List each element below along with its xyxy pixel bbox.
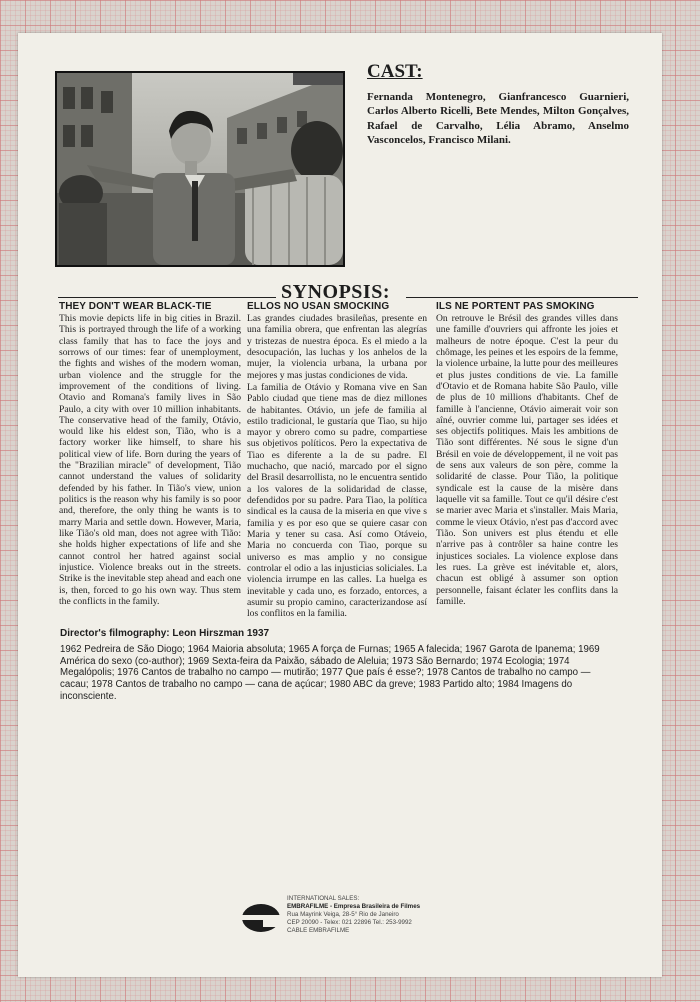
embrafilme-logo-icon (237, 898, 285, 936)
cast-heading: CAST: (367, 61, 423, 82)
synopsis-spanish-paragraph: Las grandes ciudades brasileñas, presente en una familia obrera, que enfrentan las alegrías y tristezas de nuestra época. Es el miedo a la desocupación, las luchas y los anhelos de la mujer, la violencia urbana, la urbana por mejores y mas justas condiciones de vida. (247, 313, 427, 381)
synopsis-english-column (59, 301, 241, 607)
filmography-list: 1962 Pedreira de São Diogo; 1964 Maioria absoluta; 1965 A força de Furnas; 1965 A falecida; 1967 Garota de Ipanema; 1969 América do sexo (co-author); 1969 Sexta-feira da Paixão, sábado de Aleluia; 1973 São Bernardo; 1974 Ecologia; 1974 Megalópolis; 1976 Cantos de trabalho no campo — mutirão; 1977 Que país é esse?; 1978 Cantos de trabalho no campo — cacau; 1978 Cantos de trabalho no campo — cana de açúcar; 1980 ABC da greve; 1983 Partido alto; 1984 Imagens do inconsciente. (60, 644, 600, 702)
synopsis-french-column (436, 301, 618, 607)
company-phone: CEP 20090 - Telex: 021 22896 Tel.: 253-9992 (287, 919, 412, 927)
filmography-section (60, 628, 620, 702)
sales-footer (237, 895, 537, 945)
synopsis-spanish-heading: ELLOS NO USAN SMOCKING (247, 301, 390, 312)
flyer-sheet (18, 33, 662, 977)
synopsis-english-heading: THEY DON'T WEAR BLACK-TIE (59, 301, 212, 312)
synopsis-french-paragraph: On retrouve le Brésil des grandes villes dans une famille d'ouvriers qui affronte les joies et malheurs de notre époque. C'est la peur du chômage, les peines et les espoirs de la femme, la violence urbaine, la lutte pour des meilleures et plus justes conditions de vie. La famille d'Otavio et de Romana habite São Paulo, ville de plus de 10 millions d'habitants. Chef de famille à l'ancienne, Otávio aimerait voir son aîné, ouvrier comme lui, partager ses idées et ses objectifs politiques. Mais les ambitions de Tião sont différentes. Né sous le signe d'un Brésil en voie de développement, il ne voit pas de sens aux valeurs de son père, comme la solidarité de classe. Pour Tião, la politique syndicale est la cause de la misère dans laquelle vit sa famille. Tout ce qu'il désire c'est se marier avec Maria et s'installer. Mais Maria, comme le vieux Otávio, n'est pas d'accord avec Tião. Son univers est plus étendu et elle n'arrive pas à contrôler sa haine contre les injustices sociales. La violence explose dans les rues. La grève est inévitable et, alors, chacun est obligé à assumer son option personnelle, faisant éclater les conflits dans la famille. (436, 313, 618, 607)
company-name: EMBRAFILME - Empresa Brasileira de Filmes (287, 903, 421, 911)
sales-contact (287, 895, 420, 935)
synopsis-spanish-paragraph: La familia de Otávio y Romana vive en San Pablo ciudad que tiene mas de diez millones de habitantes. Otávio, un jefe de familia al estilo tradicional, le gustaría que Tiao, su hijo mayor y obrero como su padre, compartiese sus objetivos políticos. Pero la expectativa de Tiao es diferente a la de su padre. El muchacho, que nació, marcado por el signo del Brasil desarrollista, no le encuentra sentido a los valores de la solidaridad de classe, defendidos por su padre. Para Tiao, la política sindical es la causa de la miseria en que vive s familia y es por eso que se quiere casar con Maria y tener su casa. Así como Otáveio, Maria no concuerda con Tiao, porque su universo es mas amplio y no consigue controlar el odio a las injusticias soliciales. La violencia irrumpe en las calles. La huelga es inevitable y cada uno, es forzado, entorces, a asumir su propio camino, caracterizandose así los conflitos en la familia. (247, 381, 427, 620)
cast-names: Fernanda Montenegro, Gianfrancesco Guarnieri, Carlos Alberto Ricelli, Bete Mendes, Milton Gonçalves, Rafael de Carvalho, Lélia Abramo, Anselmo Vasconcelos, Francisco Milani. (367, 91, 629, 146)
filmography-heading: Director's filmography: Leon Hirszman 1937 (60, 628, 270, 639)
company-address: Rua Mayrink Veiga, 28-5° Rio de Janeiro (287, 911, 399, 919)
synopsis-spanish-column (247, 301, 427, 619)
synopsis-english-paragraph: This movie depicts life in big cities in Brazil. This is portrayed through the life of a working class family that has to face the joys and sorrows of our times: fear of unemployment, the fights and wishes of the modern woman, urban violence and the struggle for the improvement of the conditions of living. Otavio and Romana's family lives in São Paulo, a city with over 10 million inhabitants. The conservative head of the family, Otávio, would like his eldest son, Tião, who is a factory worker like himself, to share his political view of life. Born during the years of the "Brazilian miracle" of development, Tião cannot understand the values of solidarity defended by his father. In Tião's view, union politics is the reason why his family is so poor and, therefore, the only thing he wants is to marry Maria and settle down. However, Maria, like Tião's old man, does not agree with Tião: she holds higher expectations of life and she cannot control her hatred against social injustice. Violence breaks out in the streets. Strike is the inevitable step ahead and each one is, then, forced to go his own way. Thus stem the conflicts in the family. (59, 313, 241, 607)
synopsis-rule-right (406, 297, 638, 298)
company-cable: CABLE EMBRAFILME (287, 927, 350, 935)
synopsis-french-heading: ILS NE PORTENT PAS SMOKING (436, 301, 595, 312)
sales-label: INTERNATIONAL SALES: (287, 895, 360, 902)
synopsis-rule-left (58, 297, 276, 298)
film-still-photo (55, 71, 345, 267)
synopsis-heading: SYNOPSIS: (281, 281, 390, 303)
